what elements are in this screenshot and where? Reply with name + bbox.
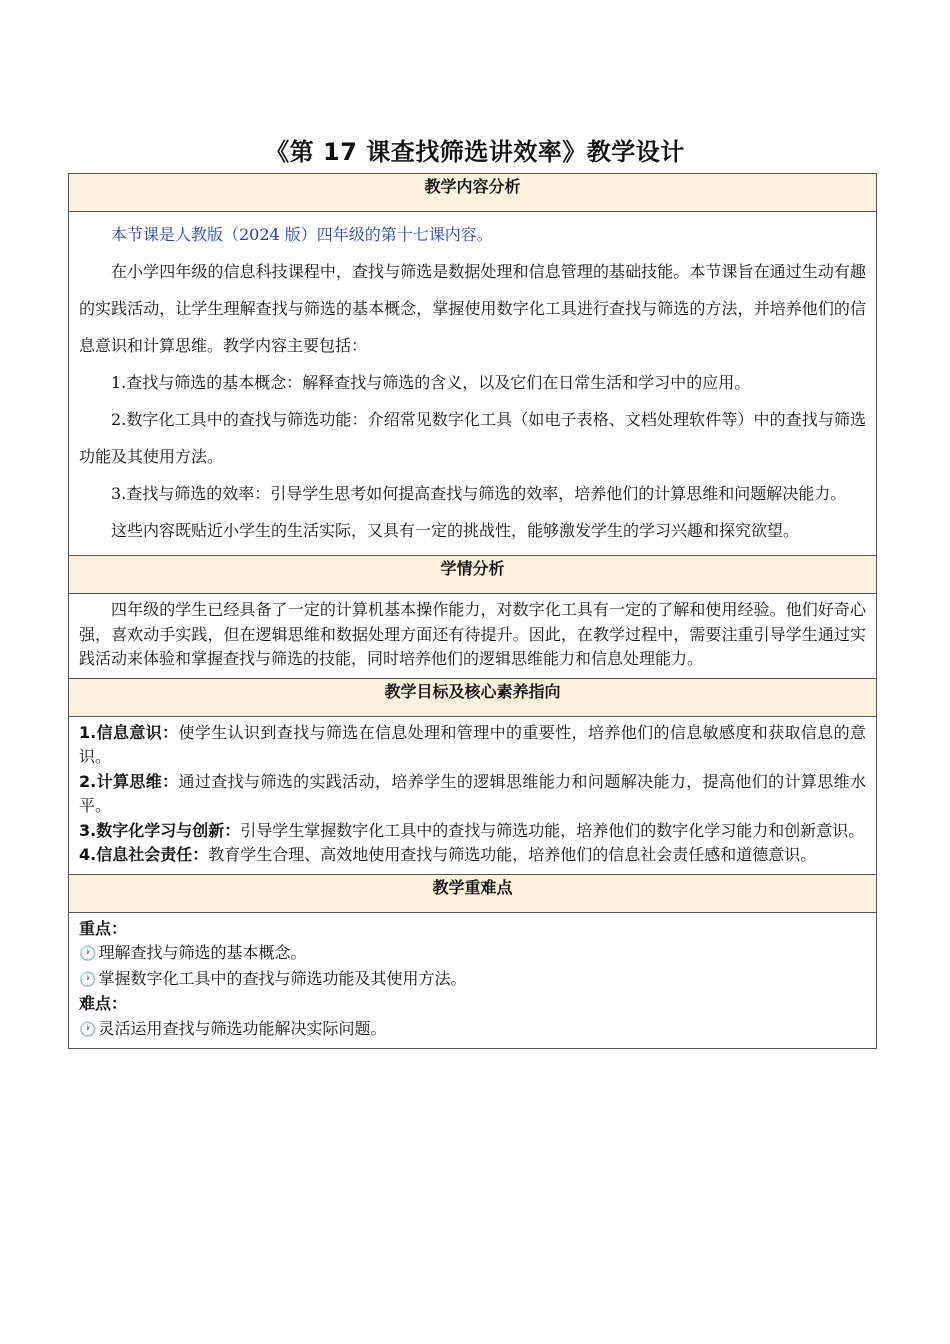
lesson-design-table (68, 173, 877, 1049)
objectives-body (69, 716, 877, 874)
clock-icon: 🕐 (79, 971, 97, 988)
difficulty-item-text: 灵活运用查找与筛选功能解决实际问题。 (98, 1018, 387, 1038)
objective-text: 引导学生掌握数字化工具中的查找与筛选功能，培养他们的数字化学习能力和创新意识。 (240, 820, 865, 840)
key-points-body (69, 912, 877, 1049)
learner-analysis-body (69, 594, 877, 679)
learner-analysis-heading: 学情分析 (69, 556, 877, 594)
content-intro: 本节课是人教版（2024 版）四年级的第十七课内容。 (111, 225, 493, 244)
objective-label: 4.信息社会责任： (79, 845, 209, 864)
content-paragraph: 这些内容既贴近小学生的生活实际，又具有一定的挑战性，能够激发学生的学习兴趣和探究欲望。 (111, 521, 800, 540)
content-analysis-body (69, 212, 877, 556)
objective-label: 2.计算思维： (79, 771, 179, 791)
content-analysis-heading: 教学内容分析 (69, 174, 877, 212)
objective-label: 1.信息意识： (79, 722, 179, 742)
content-paragraph: 3.查找与筛选的效率：引导学生思考如何提高查找与筛选的效率，培养他们的计算思维和问题解决能力。 (111, 484, 847, 503)
difficulty-label: 难点： (79, 994, 128, 1013)
objective-item (79, 819, 866, 844)
document-title: 《第 17 课查找筛选讲效率》教学设计 (265, 138, 685, 166)
focus-item (79, 967, 866, 993)
objective-item (79, 770, 866, 819)
objective-label: 3.数字化学习与创新： (79, 820, 241, 840)
clock-icon: 🕐 (79, 946, 97, 962)
content-paragraph: 2.数字化工具中的查找与筛选功能：介绍常见数字化工具（如电子表格、文档处理软件等）中的查找与筛选功能及其使用方法。 (79, 410, 866, 466)
focus-item (79, 941, 866, 967)
focus-label: 重点： (79, 918, 128, 938)
objective-item (79, 721, 866, 770)
content-paragraph: 1.查找与筛选的基本概念：解释查找与筛选的含义，以及它们在日常生活和学习中的应用。 (111, 373, 751, 392)
objective-text: 使学生认识到查找与筛选在信息处理和管理中的重要性，培养他们的信息敏感度和获取信息的意识。 (79, 722, 866, 766)
key-points-heading: 教学重难点 (69, 874, 877, 912)
difficulty-item (79, 1017, 866, 1043)
objective-item (79, 843, 866, 868)
learner-analysis-text: 四年级的学生已经具备了一定的计算机基本操作能力，对数字化工具有一定的了解和使用经验。他们好奇心强，喜欢动手实践，但在逻辑思维和数据处理方面还有待提升。因此，在教学过程中，需要注重引导学生通过实践活动来体验和掌握查找与筛选的技能，同时培养他们的逻辑思维能力和信息处理能力。 (79, 600, 866, 668)
objectives-heading: 教学目标及核心素养指向 (69, 678, 877, 716)
clock-icon: 🕐 (79, 1021, 97, 1038)
focus-item-text: 掌握数字化工具中的查找与筛选功能及其使用方法。 (98, 968, 467, 988)
focus-item-text: 理解查找与筛选的基本概念。 (98, 943, 307, 962)
content-paragraph: 在小学四年级的信息科技课程中，查找与筛选是数据处理和信息管理的基础技能。本节课旨在通过生动有趣的实践活动，让学生理解查找与筛选的基本概念，掌握使用数字化工具进行查找与筛选的方法，并培养他们的信息意识和计算思维。教学内容主要包括： (79, 262, 866, 355)
objective-text: 教育学生合理、高效地使用查找与筛选功能，培养他们的信息社会责任感和道德意识。 (208, 845, 817, 864)
objective-text: 通过查找与筛选的实践活动，培养学生的逻辑思维能力和问题解决能力，提高他们的计算思维水平。 (79, 771, 866, 815)
